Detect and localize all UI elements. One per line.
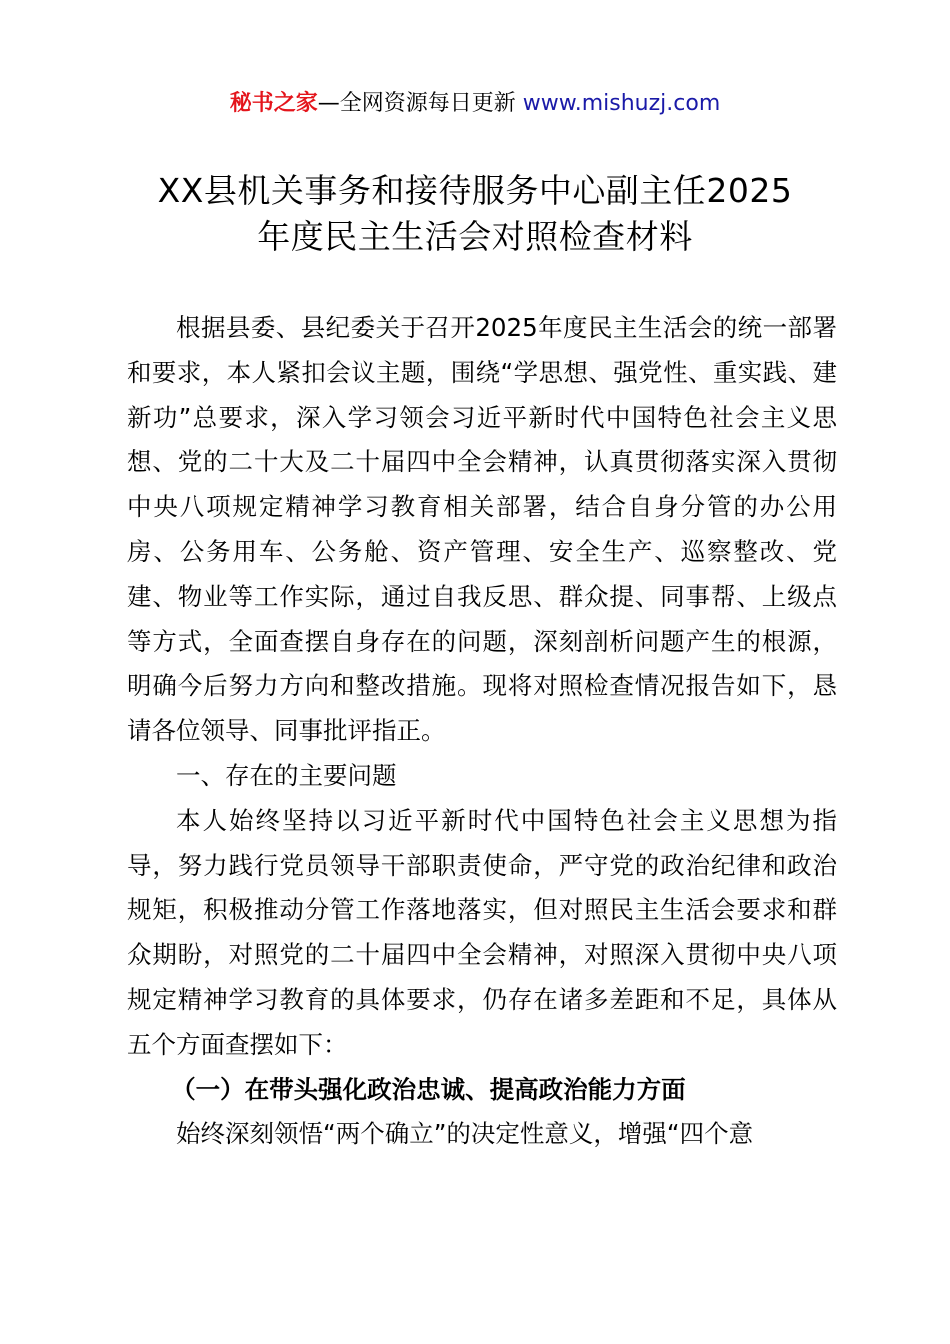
site-slogan: —全网资源每日更新 — [317, 91, 523, 116]
section-heading: 一、存在的主要问题 — [176, 760, 397, 790]
document-title — [100, 168, 850, 260]
document-title-line-1: XX县机关事务和接待服务中心副主任2025 — [157, 171, 793, 210]
intro-paragraph: 根据县委、县纪委关于召开2025年度民主生活会的统一部署和要求，本人紧扣会议主题，围绕“学思想、强党性、重实践、建新功”总要求，深入学习领会习近平新时代中国特色社会主义思想、党的二十大及二十届四中全会精神，认真贯彻落实深入贯彻中央八项规定精神学习教育相关部署，结合自身分管的办公用房、公务用车、公务舱、资产管理、安全生产、巡察整改、党建、物业等工作实际，通过自我反思、群众提、同事帮、上级点等方式，全面查摆自身存在的问题，深刻剖析问题产生的根源，明确今后努力方向和整改措施。现将对照检查情况报告如下，恳请各位领导、同事批评指正。 — [127, 313, 837, 746]
site-header — [0, 88, 950, 120]
subsection-heading: （一）在带头强化政治忠诚、提高政治能力方面 — [171, 1074, 686, 1104]
document-body — [127, 306, 837, 1157]
site-brand: 秘书之家 — [229, 91, 318, 116]
site-url-link[interactable]: www.mishuzj.com — [522, 91, 721, 116]
document-title-line-2: 年度民主生活会对照检查材料 — [257, 217, 693, 256]
subsection-body-paragraph: 始终深刻领悟“两个确立”的决定性意义，增强“四个意 — [176, 1119, 754, 1149]
section-body-paragraph: 本人始终坚持以习近平新时代中国特色社会主义思想为指导，努力践行党员领导干部职责使命，严守党的政治纪律和政治规矩，积极推动分管工作落地落实，但对照民主生活会要求和群众期盼，对照党的二十届四中全会精神，对照深入贯彻中央八项规定精神学习教育的具体要求，仍存在诸多差距和不足，具体从五个方面查摆如下： — [127, 805, 837, 1059]
